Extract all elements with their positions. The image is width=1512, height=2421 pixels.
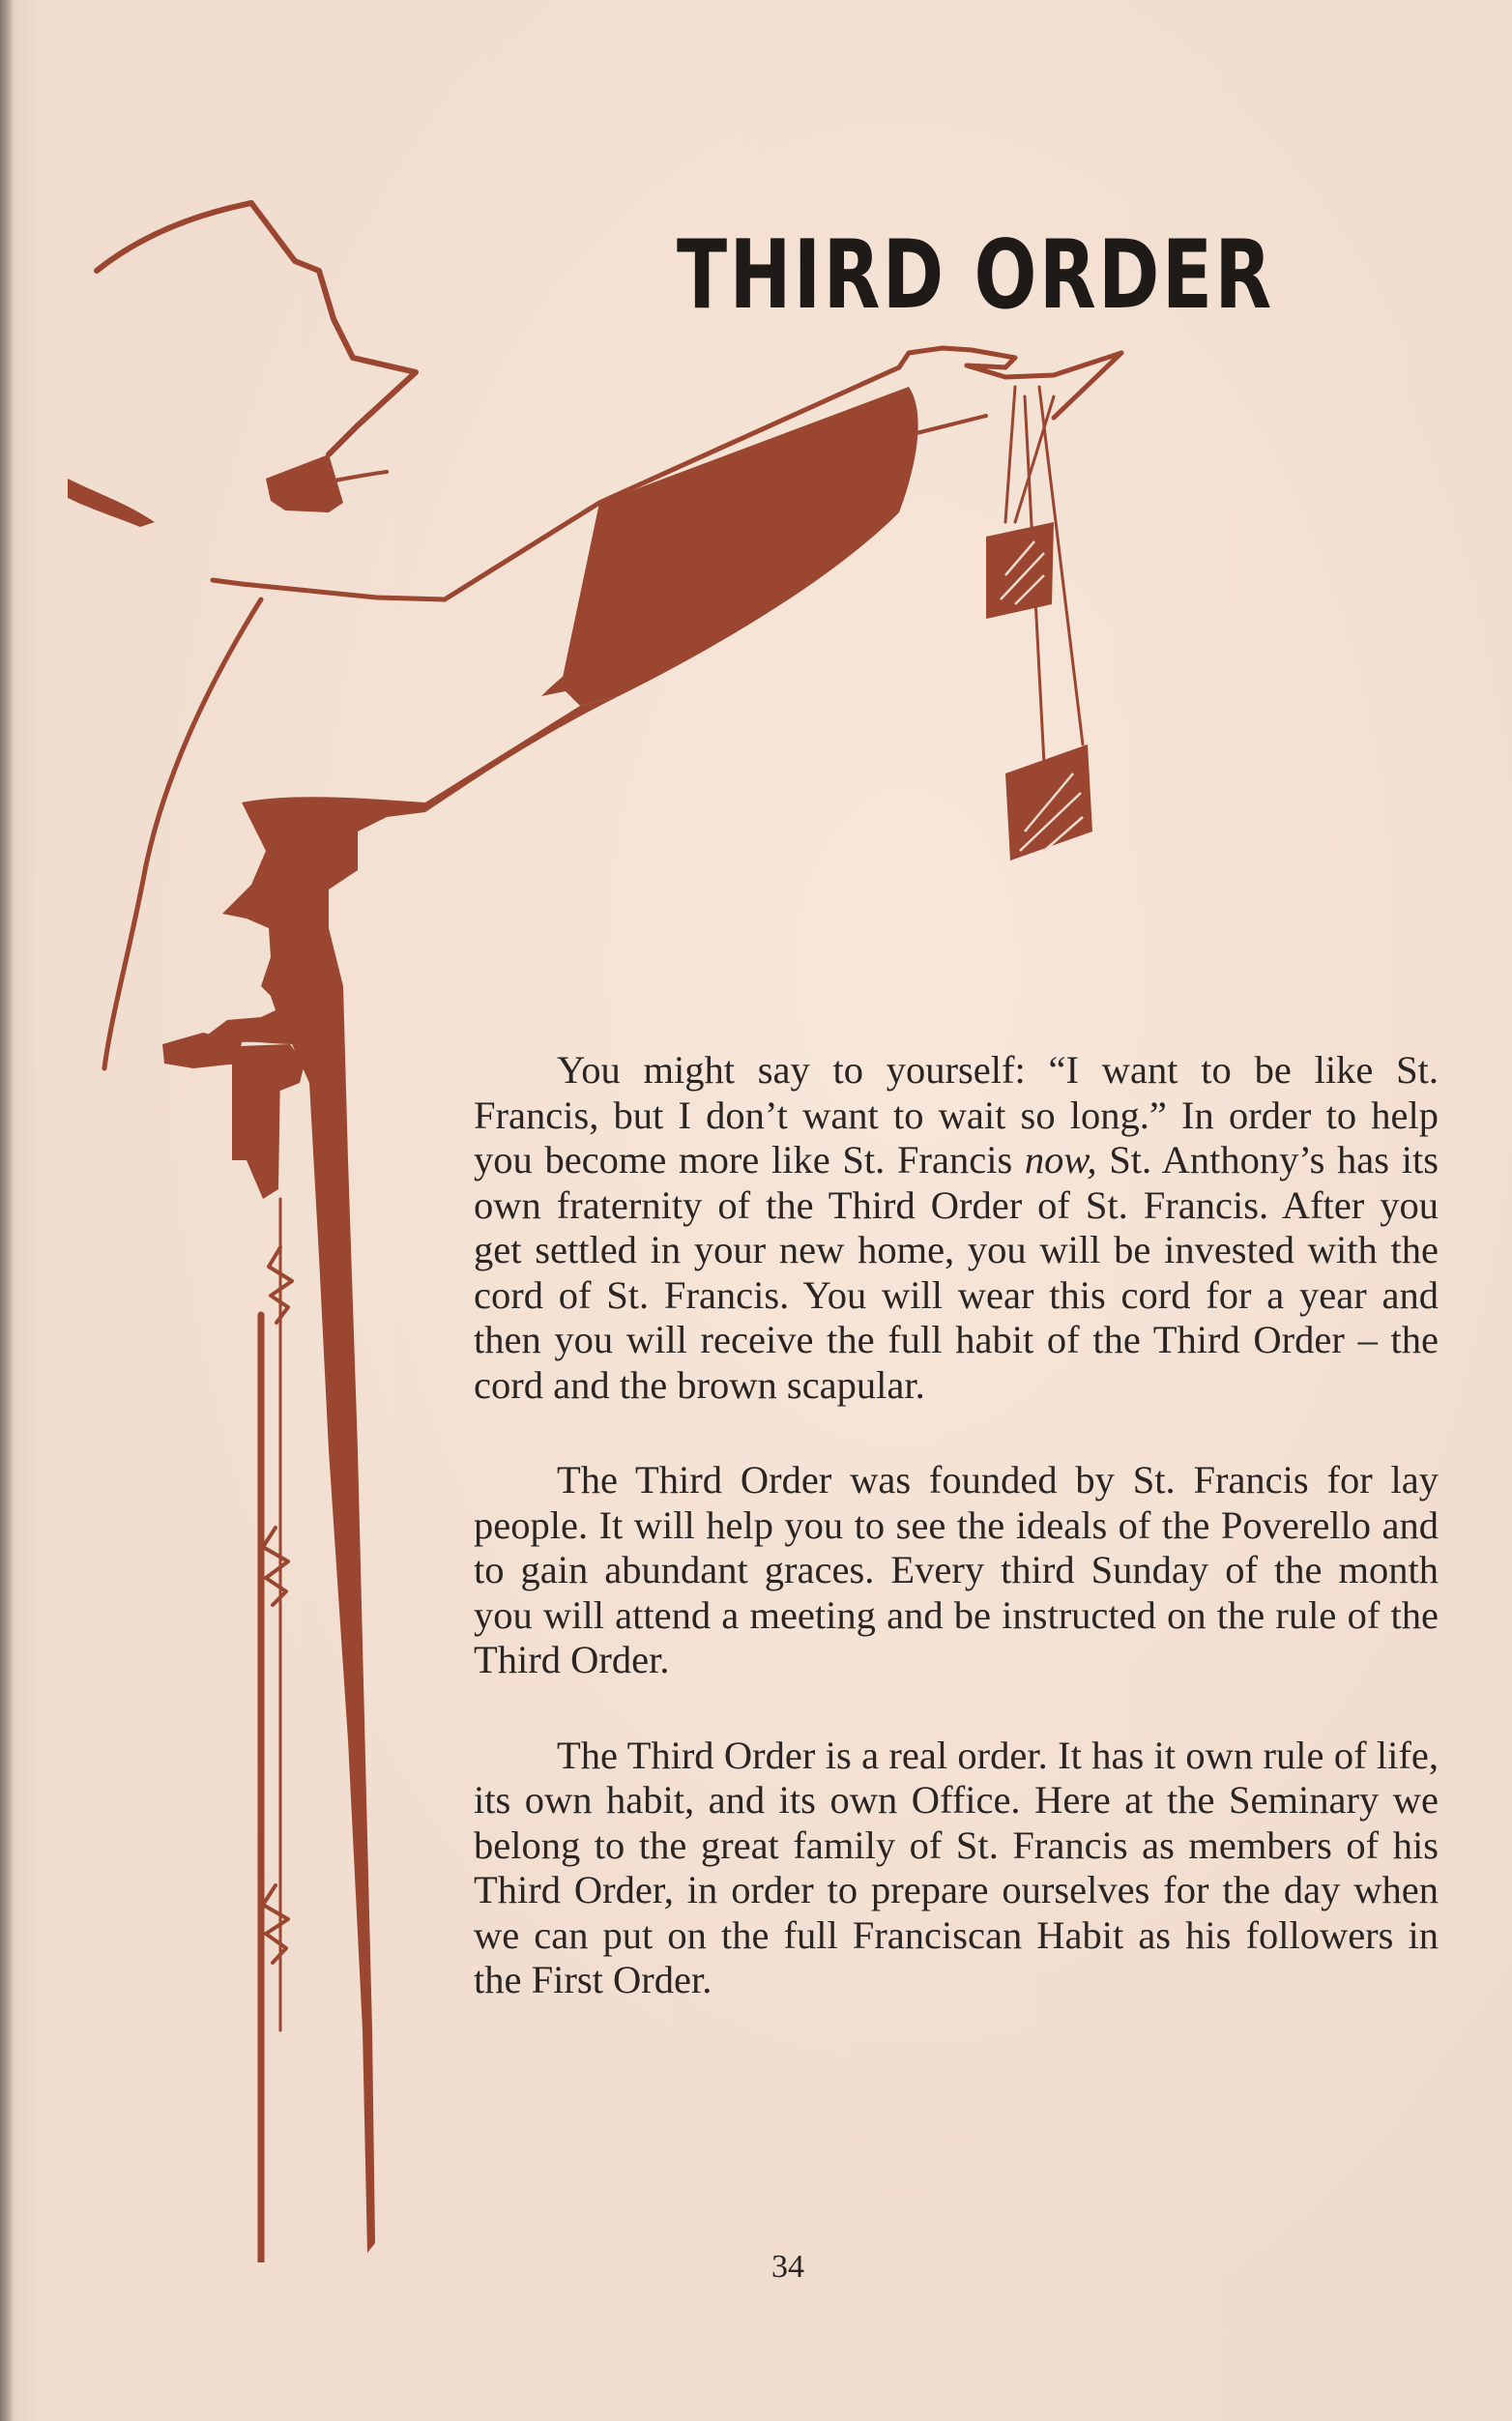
book-spine-shadow: [0, 0, 14, 2421]
page-number: 34: [771, 2249, 804, 2285]
body-text: [474, 1048, 1439, 2054]
paragraph: The Third Order is a real order. It has it own rule of life, its own habit, and its own Office. Here at the Seminary we belong to the great family of St. Francis as members of his Third Order, in order to prepare ourselves for the day when we can put on the full Franciscan Habit as his followers in the First Order.: [474, 1733, 1439, 2001]
paragraph-text-end: St. Anthony’s has its own fraternity of the Third Order of St. Francis. After you get settled in your new home, you will be invested with the cord of St. Francis. You will wear this cord for a year and then you will receive the full habit of the Third Order – the cord and the brown scapular.: [474, 1138, 1439, 1407]
paragraph-text-start: You might say to yourself: “I want to be like St. Francis, but I don’t want to wait so long.” In order to help you become more like St. Francis: [474, 1048, 1439, 1181]
paragraph: The Third Order was founded by St. Francis for lay people. It will help you to see the ideals of the Poverello and to gain abundant graces. Every third Sunday of the month you will attend a meeting and be instructed on the rule of the Third Order.: [474, 1458, 1439, 1681]
paragraph: [474, 1048, 1439, 1408]
page-title: THIRD ORDER: [677, 220, 1274, 331]
emphasized-word: now,: [1024, 1138, 1097, 1181]
